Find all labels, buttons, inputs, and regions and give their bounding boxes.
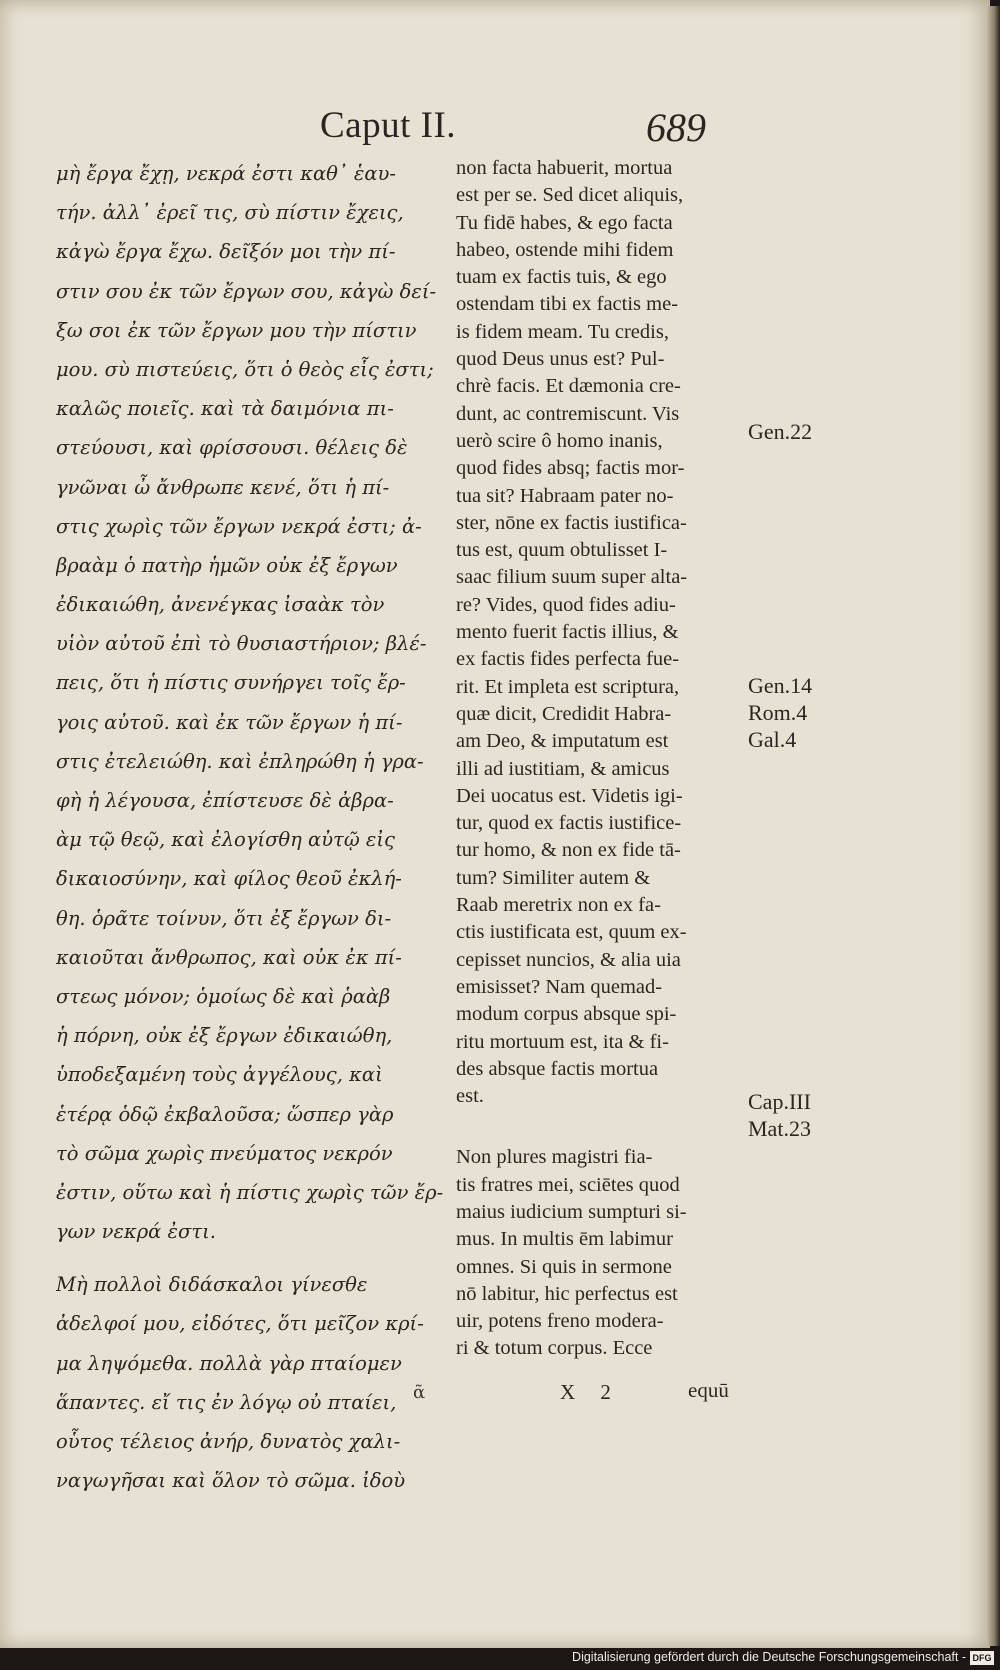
greek-text-line: υἱὸν αὐτοῦ ἐπὶ τὸ θυσιαστήριον; βλέ- bbox=[56, 632, 427, 656]
greek-text-line: ἐστιν, οὕτω καὶ ἡ πίστις χωρὶς τῶν ἔρ- bbox=[56, 1180, 444, 1204]
latin-text-line: illi ad iustitiam, & amicus bbox=[456, 757, 670, 780]
latin-text-line: tua sit? Habraam pater no- bbox=[456, 484, 674, 507]
latin-text-line: quod Deus unus est? Pul- bbox=[456, 348, 665, 371]
latin-text-line: ri & totum corpus. Ecce bbox=[456, 1337, 653, 1360]
latin-text-line: Non plures magistri fia- bbox=[456, 1146, 653, 1169]
latin-text-line: tuam ex factis tuis, & ego bbox=[456, 266, 667, 289]
latin-text-line: am Deo, & imputatum est bbox=[456, 730, 669, 753]
latin-text-line: est per se. Sed dicet aliquis, bbox=[456, 184, 684, 207]
latin-text-line: Dei uocatus est. Videtis igi- bbox=[456, 784, 683, 807]
latin-text-line: emisisset? Nam quemad- bbox=[456, 975, 663, 998]
greek-text-line: γων νεκρά ἐστι. bbox=[56, 1220, 216, 1244]
latin-text-line: Tu fidē habes, & ego facta bbox=[456, 211, 673, 234]
greek-text-line: στιν σου ἐκ τῶν ἔργων σου, κἀγὼ δεί- bbox=[56, 279, 437, 303]
greek-text-line: Μὴ πολλοὶ διδάσκαλοι γίνεσθε bbox=[56, 1273, 368, 1297]
dfg-logo: DFG bbox=[970, 1651, 994, 1665]
greek-text-line: στις ἐτελειώθη. καὶ ἐπληρώθη ἡ γρα- bbox=[56, 749, 424, 773]
latin-text-line: des absque factis mortua bbox=[456, 1057, 659, 1080]
greek-text-line: ἅπαντες. εἴ τις ἐν λόγῳ οὐ πταίει, bbox=[56, 1390, 397, 1414]
greek-text-line: ὑποδεξαμένη τοὺς ἀγγέλους, καὶ bbox=[56, 1063, 383, 1087]
greek-text-line: φὴ ἡ λέγουσα, ἐπίστευσε δὲ ἀβρα- bbox=[56, 789, 394, 812]
latin-text-line: Raab meretrix non ex fa- bbox=[456, 894, 661, 917]
latin-text-line: tis fratres mei, sciētes quod bbox=[456, 1173, 680, 1196]
greek-text-line: ἀδελφοί μου, εἰδότες, ὅτι μεῖζον κρί- bbox=[56, 1312, 424, 1336]
latin-text-line: tur homo, & non ex fide tā- bbox=[456, 839, 681, 862]
greek-catch-mark: ᾶ bbox=[413, 1382, 426, 1403]
greek-text-line: βραὰμ ὁ πατὴρ ἡμῶν οὐκ ἐξ ἔργων bbox=[56, 553, 398, 577]
latin-text-line: ritu mortuum est, ita & fi- bbox=[456, 1030, 669, 1053]
latin-text-line: tus est, quum obtulisset I- bbox=[456, 539, 668, 562]
latin-text-line: ster, nōne ex factis iustifica- bbox=[456, 511, 687, 534]
greek-text-line: τὸ σῶμα χωρὶς πνεύματος νεκρόν bbox=[56, 1141, 393, 1165]
greek-text-line: καλῶς ποιεῖς. καὶ τὰ δαιμόνια πι- bbox=[56, 397, 394, 421]
latin-text-line: tum? Similiter autem & bbox=[456, 866, 651, 889]
latin-text-line: uerò scire ô homo inanis, bbox=[456, 429, 663, 452]
greek-text-line: πεις, ὅτι ἡ πίστις συνήργει τοῖς ἔρ- bbox=[56, 671, 406, 695]
margin-note-mat23: Mat.23 bbox=[748, 1116, 811, 1141]
footer-bar bbox=[0, 1648, 1000, 1670]
greek-text-line: κἀγὼ ἔργα ἔχω. δεῖξόν μοι τὴν πί- bbox=[56, 240, 396, 264]
greek-text-line: γνῶναι ὦ ἄνθρωπε κενέ, ὅτι ἡ πί- bbox=[56, 475, 390, 499]
latin-text-line: is fidem meam. Tu credis, bbox=[456, 320, 669, 343]
greek-text-line: ναγωγῆσαι καὶ ὅλον τὸ σῶμα. ἰδοὺ bbox=[56, 1469, 406, 1493]
greek-text-line: καιοῦται ἄνθρωπος, καὶ οὐκ ἐκ πί- bbox=[56, 945, 402, 969]
latin-text-line: non facta habuerit, mortua bbox=[456, 157, 673, 179]
margin-note-cap3: Cap.III bbox=[748, 1089, 811, 1114]
latin-text-line: rit. Et impleta est scriptura, bbox=[456, 675, 680, 698]
latin-text-line: chrè facis. Et dæmonia cre- bbox=[456, 375, 681, 398]
latin-text-line: nō labitur, hic perfectus est bbox=[456, 1282, 678, 1305]
greek-text-line: τήν. ἀλλ᾽ ἐρεῖ τις, σὺ πίστιν ἔχεις, bbox=[56, 201, 404, 225]
latin-text-line: maius iudicium sumpturi si- bbox=[456, 1200, 687, 1223]
greek-text-line: γοις αὐτοῦ. καὶ ἐκ τῶν ἔργων ἡ πί- bbox=[56, 710, 403, 734]
latin-text-line: est. bbox=[456, 1085, 484, 1108]
greek-text-line: θη. ὁρᾶτε τοίνυν, ὅτι ἐξ ἔργων δι- bbox=[56, 906, 392, 930]
greek-text-line: ἡ πόρνη, οὐκ ἐξ ἔργων ἐδικαιώθη, bbox=[56, 1024, 393, 1048]
margin-note-gal4: Gal.4 bbox=[748, 727, 797, 752]
greek-text-line: ὰμ τῷ θεῷ, καὶ ἐλογίσθη αὐτῷ εἰς bbox=[56, 828, 395, 852]
latin-text-line: ex factis fides perfecta fue- bbox=[456, 648, 680, 671]
greek-column bbox=[56, 154, 446, 1500]
latin-text-line: uir, potens freno modera- bbox=[456, 1310, 664, 1333]
funding-credit: Digitalisierung gefördert durch die Deutsche Forschungsgemeinschaft - bbox=[572, 1650, 966, 1664]
greek-text-line: οὗτος τέλειος ἀνήρ, δυνατὸς χαλι- bbox=[56, 1430, 401, 1453]
latin-text-line: cepisset nuncios, & alia uia bbox=[456, 948, 681, 971]
page-edge bbox=[986, 6, 1000, 1646]
greek-text-line: μὴ ἔργα ἔχῃ, νεκρά ἐστι καθ᾽ ἑαυ- bbox=[56, 162, 396, 185]
greek-text-line: ἑτέρᾳ ὁδῷ ἐκβαλοῦσα; ὥσπερ γὰρ bbox=[56, 1102, 394, 1126]
signature-mark: X 2 bbox=[560, 1380, 621, 1404]
latin-text-line: omnes. Si quis in sermone bbox=[456, 1255, 672, 1278]
latin-text-line: quod fides absq; factis mor- bbox=[456, 457, 685, 480]
page-number: 689 bbox=[646, 105, 706, 150]
latin-text-line: habeo, ostende mihi fidem bbox=[456, 238, 674, 261]
greek-text-line: στις χωρὶς τῶν ἔργων νεκρά ἐστι; ἀ- bbox=[56, 514, 422, 538]
greek-text-line: μα ληψόμεθα. πολλὰ γὰρ πταίομεν bbox=[56, 1351, 402, 1375]
margin-note-rom4: Rom.4 bbox=[748, 700, 808, 725]
latin-text-line: mento fuerit factis illius, & bbox=[456, 621, 679, 644]
latin-text-line: tur, quod ex factis iustifice- bbox=[456, 812, 682, 835]
latin-text-line: mus. In multis ēm labimur bbox=[456, 1228, 673, 1251]
latin-column bbox=[456, 155, 741, 1363]
greek-text-line: μου. σὺ πιστεύεις, ὅτι ὁ θεὸς εἷς ἐστι; bbox=[56, 357, 434, 381]
latin-text-line: ctis iustificata est, quum ex- bbox=[456, 921, 687, 944]
greek-text-line: στεύουσι, καὶ φρίσσουσι. θέλεις δὲ bbox=[56, 436, 408, 460]
latin-text-line: ostendam tibi ex factis me- bbox=[456, 293, 679, 316]
latin-text-line: quæ dicit, Credidit Habra- bbox=[456, 702, 672, 725]
latin-text-line: saac filium suum super alta- bbox=[456, 566, 688, 589]
latin-text-line: modum corpus absque spi- bbox=[456, 1003, 677, 1026]
latin-text-line: re? Vides, quod fides adiu- bbox=[456, 593, 676, 616]
margin-note-gen22: Gen.22 bbox=[748, 419, 813, 444]
catchword: equū bbox=[688, 1378, 729, 1402]
greek-text-line: ξω σοι ἐκ τῶν ἔργων μου τὴν πίστιν bbox=[56, 318, 417, 342]
margin-note-gen14: Gen.14 bbox=[748, 673, 813, 698]
greek-text-line: δικαιοσύνην, καὶ φίλος θεοῦ ἐκλή- bbox=[56, 867, 402, 891]
latin-text-line: dunt, ac contremiscunt. Vis bbox=[456, 402, 680, 425]
greek-text-line: στεως μόνον; ὁμοίως δὲ καὶ ῥαὰβ bbox=[56, 984, 391, 1008]
running-head: Caput II. bbox=[320, 105, 457, 146]
greek-text-line: ἐδικαιώθη, ἀνενέγκας ἰσαὰκ τὸν bbox=[56, 593, 385, 617]
